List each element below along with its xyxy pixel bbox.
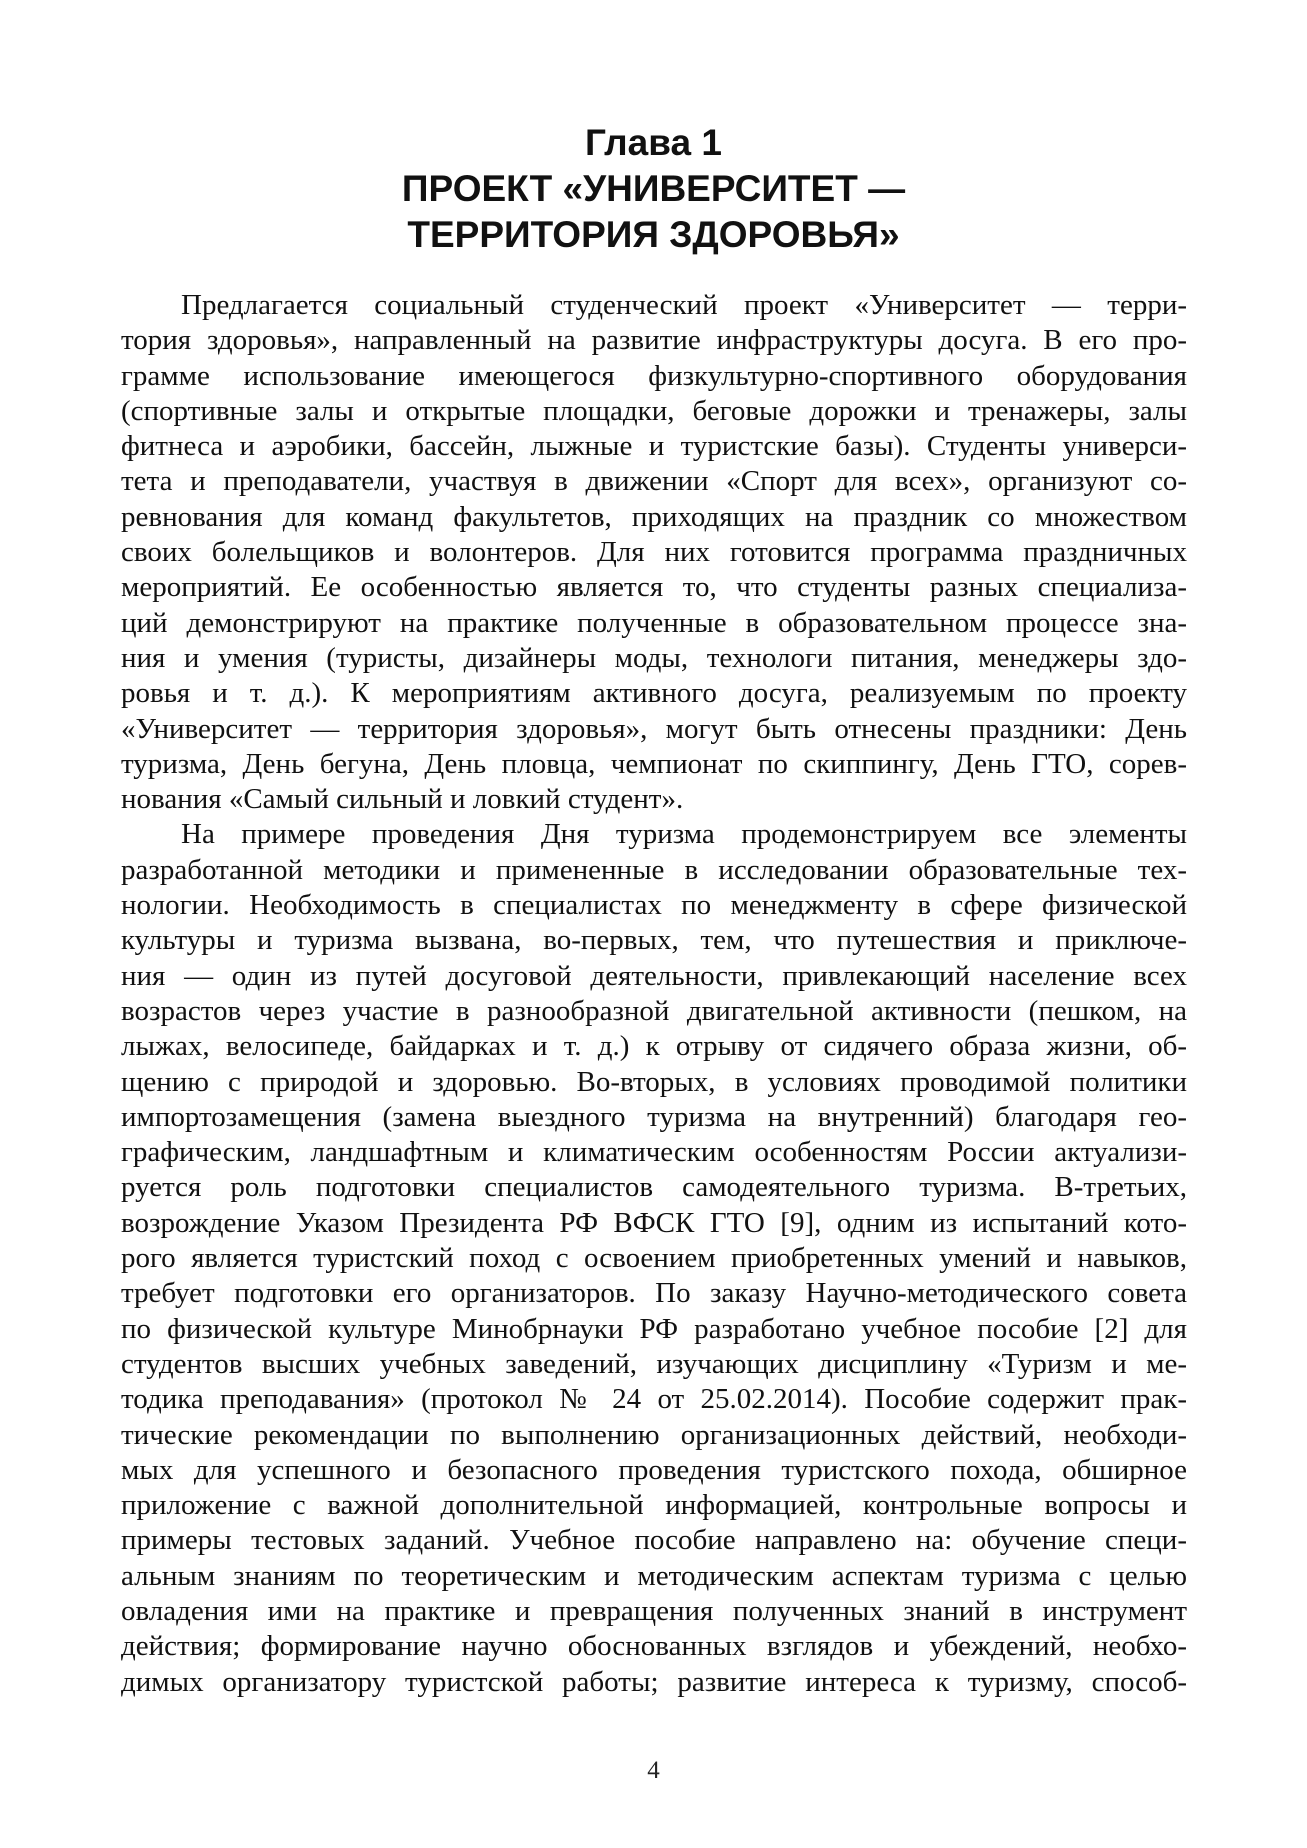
- page-number: 4: [647, 1757, 660, 1784]
- text-line: графическим, ландшафтным и климатическим особенностям России актуализи-: [121, 1136, 1187, 1169]
- text-line: своих болельщиков и волонтеров. Для них готовится программа праздничных: [121, 536, 1187, 569]
- text-line: щению с природой и здоровью. Во-вторых, в условиях проводимой политики: [121, 1065, 1187, 1098]
- text-line: ций демонстрируют на практике полученные в образовательном процессе зна-: [121, 606, 1187, 639]
- text-line: альным знаниям по теоретическим и методическим аспектам туризма с целью: [121, 1559, 1187, 1592]
- text-line: действия; формирование научно обоснованных взглядов и убеждений, необхо-: [121, 1630, 1187, 1663]
- text-line: грамме использование имеющегося физкультурно-спортивного оборудования: [121, 359, 1187, 392]
- text-line: приложение с важной дополнительной информацией, контрольные вопросы и: [121, 1489, 1187, 1522]
- text-line: лыжах, велосипеде, байдарках и т. д.) к отрыву от сидячего образа жизни, об-: [121, 1030, 1187, 1063]
- text-line: тория здоровья», направленный на развитие инфраструктуры досуга. В его про-: [121, 324, 1187, 357]
- text-line: тические рекомендации по выполнению организационных действий, необходи-: [121, 1418, 1187, 1451]
- chapter-number: Глава 1: [585, 122, 722, 163]
- text-line: Предлагается социальный студенческий проект «Университет — терри-: [181, 289, 1187, 321]
- chapter-heading: [120, 120, 1187, 258]
- text-line: (спортивные залы и открытые площадки, беговые дорожки и тренажеры, залы: [121, 394, 1187, 427]
- text-line: ровья и т. д.). К мероприятиям активного досуга, реализуемым по проекту: [121, 677, 1187, 710]
- text-line: ния — один из путей досуговой деятельности, привлекающий население всех: [121, 959, 1187, 992]
- text-line: туризма, День бегуна, День пловца, чемпионат по скиппингу, День ГТО, сорев-: [121, 747, 1187, 780]
- text-line: рого является туристский поход с освоением приобретенных умений и навыков,: [121, 1242, 1187, 1275]
- chapter-title-line-2: ТЕРРИТОРИЯ ЗДОРОВЬЯ»: [407, 214, 900, 255]
- text-line: тодика преподавания» (протокол № 24 от 25.02.2014). Пособие содержит прак-: [121, 1383, 1187, 1416]
- text-line: ревнования для команд факультетов, приходящих на праздник со множеством: [121, 500, 1187, 533]
- text-line: возрождение Указом Президента РФ ВФСК ГТО [9], одним из испытаний кото-: [121, 1206, 1187, 1239]
- text-line: мероприятий. Ее особенностью является то, что студенты разных специализа-: [121, 571, 1187, 604]
- text-line: ния и умения (туристы, дизайнеры моды, технологи питания, менеджеры здо-: [121, 641, 1187, 674]
- body-text: [121, 288, 1187, 1700]
- text-line: культуры и туризма вызвана, во-первых, тем, что путешествия и приключе-: [121, 924, 1187, 957]
- text-line: студентов высших учебных заведений, изучающих дисциплину «Туризм и ме-: [121, 1347, 1187, 1380]
- text-line: овладения ими на практике и превращения полученных знаний в инструмент: [121, 1594, 1187, 1627]
- text-line: мых для успешного и безопасного проведения туристского похода, обширное: [121, 1453, 1187, 1486]
- text-line: разработанной методики и примененные в исследовании образовательные тех-: [121, 853, 1187, 886]
- text-line: примеры тестовых заданий. Учебное пособие направлено на: обучение специ-: [121, 1524, 1187, 1557]
- text-line: по физической культуре Минобрнауки РФ разработано учебное пособие [2] для: [121, 1312, 1187, 1345]
- text-line: На примере проведения Дня туризма продемонстрируем все элементы: [181, 818, 1187, 851]
- text-line: руется роль подготовки специалистов самодеятельного туризма. В-третьих,: [121, 1171, 1187, 1204]
- text-line: тета и преподаватели, участвуя в движении «Спорт для всех», организуют со-: [121, 465, 1187, 498]
- text-line: возрастов через участие в разнообразной двигательной активности (пешком, на: [121, 994, 1187, 1027]
- chapter-title-line-1: ПРОЕКТ «УНИВЕРСИТЕТ —: [401, 168, 906, 209]
- text-line: требует подготовки его организаторов. По заказу Научно-методического совета: [121, 1277, 1187, 1310]
- text-line: фитнеса и аэробики, бассейн, лыжные и туристские базы). Студенты универси-: [121, 430, 1187, 463]
- text-line: импортозамещения (замена выездного туризма на внутренний) благодаря гео-: [121, 1100, 1187, 1133]
- text-line: «Университет — территория здоровья», могут быть отнесены праздники: День: [121, 712, 1187, 745]
- text-line: нологии. Необходимость в специалистах по менеджменту в сфере физической: [121, 889, 1187, 922]
- text-line: димых организатору туристской работы; развитие интереса к туризму, способ-: [121, 1665, 1187, 1698]
- text-line: нования «Самый сильный и ловкий студент».: [121, 783, 684, 816]
